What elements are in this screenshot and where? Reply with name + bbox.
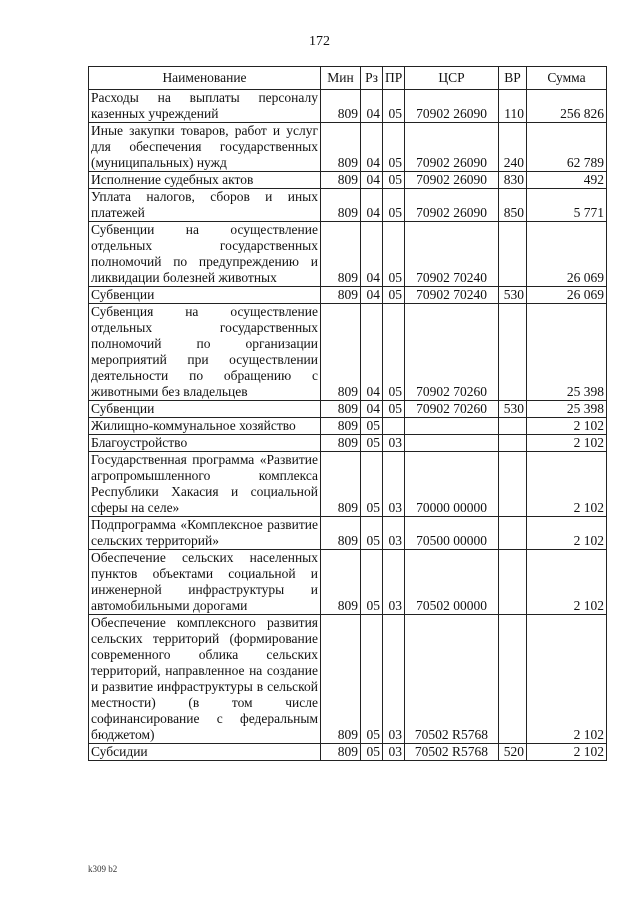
table-row xyxy=(89,418,607,435)
table-row xyxy=(89,435,607,452)
cell-vr xyxy=(499,435,527,452)
cell-pr: 03 xyxy=(383,435,405,452)
cell-rz: 04 xyxy=(361,90,383,123)
cell-pr: 05 xyxy=(383,123,405,172)
cell-rz: 04 xyxy=(361,287,383,304)
cell-name: Обеспечение сельских населенных пунктов объектами социальной и инженерной инфраструктуры и автомобильными дорогами xyxy=(89,550,321,615)
cell-vr xyxy=(499,304,527,401)
cell-rz: 05 xyxy=(361,418,383,435)
cell-rz: 04 xyxy=(361,172,383,189)
header-vr: ВР xyxy=(499,67,527,90)
cell-pr: 05 xyxy=(383,222,405,287)
cell-sum: 2 102 xyxy=(527,744,607,761)
cell-sum: 5 771 xyxy=(527,189,607,222)
cell-name: Субвенция на осуществление отдельных государственных полномочий по организации мероприятий при осуществлении деятельности по обращению с животными без владельцев xyxy=(89,304,321,401)
cell-name: Субвенции xyxy=(89,401,321,418)
cell-sum: 2 102 xyxy=(527,517,607,550)
cell-pr: 05 xyxy=(383,287,405,304)
table-row xyxy=(89,401,607,418)
cell-vr: 110 xyxy=(499,90,527,123)
header-name: Наименование xyxy=(89,67,321,90)
cell-min: 809 xyxy=(321,172,361,189)
cell-sum: 2 102 xyxy=(527,550,607,615)
table-row xyxy=(89,517,607,550)
cell-min: 809 xyxy=(321,550,361,615)
cell-csr: 70902 26090 xyxy=(405,90,499,123)
cell-name: Обеспечение комплексного развития сельских территорий (формирование современного облика сельских территорий, направленное на создание и развитие инфраструктуры в сельской местности) (в том числе софинансирование с федеральным бюджетом) xyxy=(89,615,321,744)
cell-csr xyxy=(405,418,499,435)
cell-pr: 03 xyxy=(383,744,405,761)
cell-csr: 70502 R5768 xyxy=(405,615,499,744)
cell-name: Иные закупки товаров, работ и услуг для обеспечения государственных (муниципальных) нужд xyxy=(89,123,321,172)
cell-pr xyxy=(383,418,405,435)
table-row xyxy=(89,90,607,123)
cell-pr: 05 xyxy=(383,172,405,189)
cell-rz: 04 xyxy=(361,304,383,401)
cell-vr: 240 xyxy=(499,123,527,172)
table-row xyxy=(89,172,607,189)
table-row xyxy=(89,452,607,517)
cell-csr: 70502 R5768 xyxy=(405,744,499,761)
cell-name: Расходы на выплаты персоналу казенных учреждений xyxy=(89,90,321,123)
cell-min: 809 xyxy=(321,615,361,744)
cell-pr: 05 xyxy=(383,90,405,123)
table-row xyxy=(89,287,607,304)
cell-sum: 26 069 xyxy=(527,287,607,304)
table-row xyxy=(89,615,607,744)
cell-min: 809 xyxy=(321,123,361,172)
cell-vr: 850 xyxy=(499,189,527,222)
cell-pr: 03 xyxy=(383,615,405,744)
cell-sum: 2 102 xyxy=(527,452,607,517)
cell-sum: 2 102 xyxy=(527,435,607,452)
header-sum: Сумма xyxy=(527,67,607,90)
cell-rz: 04 xyxy=(361,222,383,287)
cell-sum: 25 398 xyxy=(527,401,607,418)
footer-code: k309 b2 xyxy=(88,864,118,874)
cell-rz: 05 xyxy=(361,517,383,550)
cell-pr: 03 xyxy=(383,517,405,550)
cell-vr xyxy=(499,615,527,744)
cell-min: 809 xyxy=(321,222,361,287)
cell-csr: 70902 26090 xyxy=(405,172,499,189)
cell-vr: 830 xyxy=(499,172,527,189)
cell-sum: 2 102 xyxy=(527,615,607,744)
header-min: Мин xyxy=(321,67,361,90)
table-header-row xyxy=(89,67,607,90)
cell-sum: 62 789 xyxy=(527,123,607,172)
cell-rz: 05 xyxy=(361,550,383,615)
cell-rz: 04 xyxy=(361,401,383,418)
cell-csr: 70000 00000 xyxy=(405,452,499,517)
cell-vr xyxy=(499,550,527,615)
cell-rz: 04 xyxy=(361,189,383,222)
cell-csr: 70902 70260 xyxy=(405,304,499,401)
cell-sum: 492 xyxy=(527,172,607,189)
cell-pr: 05 xyxy=(383,189,405,222)
cell-name: Субвенции xyxy=(89,287,321,304)
cell-min: 809 xyxy=(321,517,361,550)
cell-pr: 05 xyxy=(383,401,405,418)
table-row xyxy=(89,744,607,761)
cell-pr: 03 xyxy=(383,452,405,517)
cell-csr: 70902 70240 xyxy=(405,287,499,304)
cell-rz: 05 xyxy=(361,615,383,744)
cell-min: 809 xyxy=(321,189,361,222)
cell-min: 809 xyxy=(321,287,361,304)
cell-csr: 70500 00000 xyxy=(405,517,499,550)
cell-name: Исполнение судебных актов xyxy=(89,172,321,189)
cell-vr xyxy=(499,222,527,287)
header-pr: ПР xyxy=(383,67,405,90)
cell-csr: 70902 70240 xyxy=(405,222,499,287)
cell-min: 809 xyxy=(321,744,361,761)
cell-min: 809 xyxy=(321,452,361,517)
budget-table xyxy=(88,66,607,761)
cell-csr: 70902 26090 xyxy=(405,123,499,172)
cell-csr: 70502 00000 xyxy=(405,550,499,615)
cell-vr xyxy=(499,418,527,435)
cell-rz: 05 xyxy=(361,744,383,761)
cell-vr: 530 xyxy=(499,401,527,418)
cell-vr xyxy=(499,452,527,517)
page-number: 172 xyxy=(309,34,330,49)
cell-min: 809 xyxy=(321,90,361,123)
cell-csr xyxy=(405,435,499,452)
cell-vr xyxy=(499,517,527,550)
cell-sum: 2 102 xyxy=(527,418,607,435)
cell-sum: 256 826 xyxy=(527,90,607,123)
table-body xyxy=(89,90,607,761)
header-csr: ЦСР xyxy=(405,67,499,90)
cell-sum: 25 398 xyxy=(527,304,607,401)
table-row xyxy=(89,550,607,615)
cell-name: Субсидии xyxy=(89,744,321,761)
table-row xyxy=(89,123,607,172)
cell-sum: 26 069 xyxy=(527,222,607,287)
cell-name: Субвенции на осуществление отдельных государственных полномочий по предупреждению и ликвидации болезней животных xyxy=(89,222,321,287)
cell-vr: 530 xyxy=(499,287,527,304)
cell-name: Государственная программа «Развитие агропромышленного комплекса Республики Хакасия и социальной сферы на селе» xyxy=(89,452,321,517)
cell-pr: 05 xyxy=(383,304,405,401)
cell-rz: 04 xyxy=(361,123,383,172)
table-row xyxy=(89,189,607,222)
table-row xyxy=(89,222,607,287)
cell-min: 809 xyxy=(321,401,361,418)
header-rz: Рз xyxy=(361,67,383,90)
cell-name: Благоустройство xyxy=(89,435,321,452)
cell-min: 809 xyxy=(321,304,361,401)
cell-vr: 520 xyxy=(499,744,527,761)
cell-csr: 70902 26090 xyxy=(405,189,499,222)
cell-pr: 03 xyxy=(383,550,405,615)
table-row xyxy=(89,304,607,401)
cell-name: Уплата налогов, сборов и иных платежей xyxy=(89,189,321,222)
cell-csr: 70902 70260 xyxy=(405,401,499,418)
cell-name: Подпрограмма «Комплексное развитие сельских территорий» xyxy=(89,517,321,550)
cell-name: Жилищно-коммунальное хозяйство xyxy=(89,418,321,435)
cell-rz: 05 xyxy=(361,452,383,517)
cell-rz: 05 xyxy=(361,435,383,452)
cell-min: 809 xyxy=(321,435,361,452)
cell-min: 809 xyxy=(321,418,361,435)
